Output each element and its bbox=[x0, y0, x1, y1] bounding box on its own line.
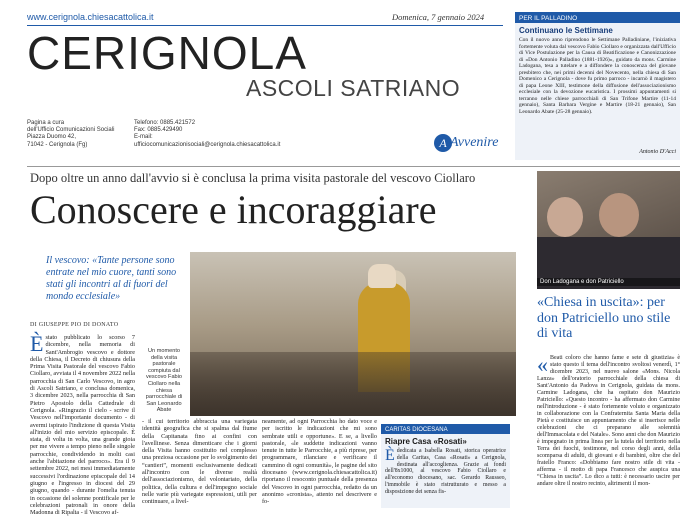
office-line: dell'Ufficio Comunicazioni Sociali bbox=[27, 127, 115, 134]
article-column-2: - il cui territorio abbraccia una variegata identità geografica che si spalma dal fiume della Capitanata fino ai confini con l'avellinese. Senza dimenticare che i giorni della Visita hanno costituito nel complesso una preziosa occasione per lo svolgimento dei “cantieri”, momenti esclusivamente dedicati all'incontro con le diverse realtà dell'associazionismo, del volontariato, della politica, della cultura e dell'impegno sociale nelle varie più variegate espressioni, utili per continuare, a livel- bbox=[142, 418, 257, 506]
article-text: stato pubblicato lo scorso 7 dicembre, nella memoria di Sant'Ambrogio vescovo e dottore della Chiesa, il Decreto di chiusura della Prima Visita Pastorale del vescovo Fabio Ciollaro, avviata il 4 novembre 2022 nella parrocchia di San Carlo Vescovo, in agro di Ascoli Satriano, e conclusa domenica, 3 dicembre 2023, nella parrocchia di San Pietro Apostolo della Cattedrale di Cerignola. «Ringrazio il cielo - scrive il Vescovo nell'importante documento - di avermi ispirato l'indizione di questa Visita all'inizio del mio servizio episcopale. È stata, di volta in volta, una grande gioia per me vivere a tempo pieno nelle singole parrocchie, condividendo in molti casi anche l'abitazione del parroco». Era il 9 settembre 2022, nei mesi immediatamente successivi l'ordinazione episcopale del 14 giugno e l'ingresso in diocesi del 29 giugno, quando - durante l'omelia tenuta in occasione del solenne pontificale per le celebrazioni patronali in onore della Madonna di Ripalta - il Vescovo af- bbox=[30, 334, 135, 516]
issue-date: Domenica, 7 gennaio 2024 bbox=[392, 12, 485, 22]
avvenire-logo-text: Avvenire bbox=[450, 135, 499, 150]
fax-number: Fax: 0885.429490 bbox=[134, 127, 183, 134]
dropcap: È bbox=[385, 447, 395, 464]
caritas-tag: CARITAS DIOCESANA bbox=[381, 426, 510, 434]
palladino-tag: PER IL PALLADINO bbox=[515, 14, 680, 23]
dropcap: « bbox=[537, 352, 548, 377]
article-quote: Il vescovo: «Tante persone sono entrate nel mio cuore, tanti sono stati gli incontri al di fuori del mondo ecclesiale» bbox=[46, 255, 177, 302]
article-headline: Conoscere e incoraggiare bbox=[30, 187, 437, 232]
office-line: 71042 - Cerignola (Fg) bbox=[27, 141, 88, 148]
email-label: E-mail: bbox=[134, 134, 153, 141]
masthead-subtitle: ASCOLI SATRIANO bbox=[246, 75, 461, 101]
section-rule bbox=[27, 166, 680, 167]
visit-photo bbox=[190, 252, 516, 416]
caritas-body bbox=[385, 448, 506, 496]
masthead-title: CERIGNOLA bbox=[27, 27, 307, 79]
caritas-box bbox=[381, 424, 510, 508]
patriciello-body bbox=[537, 352, 680, 506]
office-contacts bbox=[134, 120, 280, 149]
palladino-headline: Continuano le Settimane bbox=[519, 26, 613, 35]
dropcap: È bbox=[30, 331, 44, 356]
avvenire-logo bbox=[433, 132, 503, 154]
patriciello-text: Beati coloro che hanno fame e sete di giustizia» è stato questo il tema dell'incontro svoltosi venerdì, 1° dicembre 2023, nel nuovo salone «Mons. Nicola Lanza» dell'oratorio parrocchiale della chiesa di Sant'Antonio da Padova in Cerignola, guidata da mons. Carmine Ladogana, che ha ospitato don Maurizio Patriciello: «Questo incontro - ha affermato don Carmine nell'introduzione - è stato fortemente voluto e organizzato in collaborazione con la Confraternita Santa Maria della Pietà e costituisce un appuntamento che si inserisce nelle celebrazioni che ci preparano alle solennità dell'Immacolata e del Natale». Sono anni che don Maurizio è impegnato in prima linea per la tutela del territorio nella Terra dei fuochi, testimone, nel corso degli anni, della scomparsa di adulti, di giovani e di bambini, oltre che del fratello Franco: «Dobbiamo fare nostro stile di vita - afferma - il motto di papa Francesco che auspica una “Chiesa in uscita”. Lo dico a tutti: è necessario uscire per andare oltre il nostro recinto, altrimenti il mon- bbox=[537, 355, 680, 487]
photo-caption: Un momento della visita pastorale compiuta dal vescovo Fabio Ciollaro nella chiesa parrocchiale di San Leonardo Abate bbox=[145, 348, 183, 414]
photo-person-1 bbox=[547, 197, 583, 237]
photo-person-2 bbox=[599, 193, 639, 237]
email-address[interactable]: ufficiocomunicazionisociali@cerignola.chiesacattolica.it bbox=[134, 141, 281, 148]
patriciello-headline: «Chiesa in uscita»: per don Patriciello uno stile di vita bbox=[537, 295, 671, 341]
article-kicker: Dopo oltre un anno dall'avvio si è conclusa la prima visita pastorale del vescovo Ciollaro bbox=[30, 171, 476, 185]
phone-number: Telefono: 0885.421572 bbox=[134, 120, 196, 126]
patriciello-photo-caption: Don Ladogana e don Patriciello bbox=[537, 278, 680, 286]
palladino-author: Antonio D'Acci bbox=[639, 149, 676, 155]
svg-text:A: A bbox=[439, 136, 447, 150]
palladino-body: Con il nuovo anno riprendono le Settimane Palladiniane, l'iniziativa fortemente voluta dal vescovo Fabio Ciollaro e organizzata dall'Ufficio di Vice Postulazione per la Causa di Beatificazione e Canonizzazione di «Don Antonio Palladino (1881-1926)», guidato da mons. Carmine Ladogana, tesa a tutelare e a diffondere la conoscenza del giovane presbitero che, nei primi decenni del Novecento, nella chiesa di San Domenico a Cerignola - dove fu primo parroco - incarnò il magistero di papa Leone XIII, testimone della diffusione dell'associazionismo ecclesiale con la devozione eucaristica. I prossimi appuntamenti si terranno nelle chiese parrocchiali di San Trifone Martire (11-14 gennaio), Santa Barbara Vergine e Martire (18-21 gennaio), San Leonardo Abate (25-28 gennaio). bbox=[519, 37, 676, 115]
photo-mitre bbox=[368, 264, 396, 288]
caritas-headline: Riapre Casa «Rosati» bbox=[385, 437, 467, 446]
top-rule bbox=[27, 25, 503, 26]
office-line: Pagina a cura bbox=[27, 120, 65, 126]
article-column-3: neamente, ad ogni Parrocchia ho dato voce e per iscritto le indicazioni che mi sono sembrate utili e opportune». E se, a livello pastorale, «le suddette indicazioni vanno tenute in tutte le Parrocchie, a più riprese, per programmare, rilanciare e verificare il cammino di ogni comunità», le pagine del sito diocesano (www.cerignola.chiesacattolica.it) riportano il resoconto puntuale della presenza del Vescovo in ogni parrocchia, redatto da un anonimo «cronista», attento nel descrivere e fo- bbox=[262, 418, 377, 506]
office-address bbox=[27, 120, 114, 149]
article-byline: DI GIUSEPPE PIO DI DONATO bbox=[30, 322, 119, 328]
caritas-text: dedicata a Isabella Rosati, storica operatrice della Caritas, Casa «Rosati» a Cerignola, destinata all'accoglienza. Grazie ai fondi dell'8x1000, al vescovo Fabio Ciollaro e all'economo diocesano, sac. Gerardo Rausseo, l'immobile è stato ristrutturato e messo a disposizione dei senza fis- bbox=[385, 448, 506, 495]
website-url[interactable]: www.cerignola.chiesacattolica.it bbox=[27, 12, 154, 22]
office-line: Piazza Duomo 42, bbox=[27, 134, 77, 141]
photo-congregation bbox=[190, 352, 516, 416]
article-column-1 bbox=[30, 331, 135, 516]
palladino-box bbox=[515, 12, 680, 160]
patriciello-photo bbox=[537, 171, 680, 289]
